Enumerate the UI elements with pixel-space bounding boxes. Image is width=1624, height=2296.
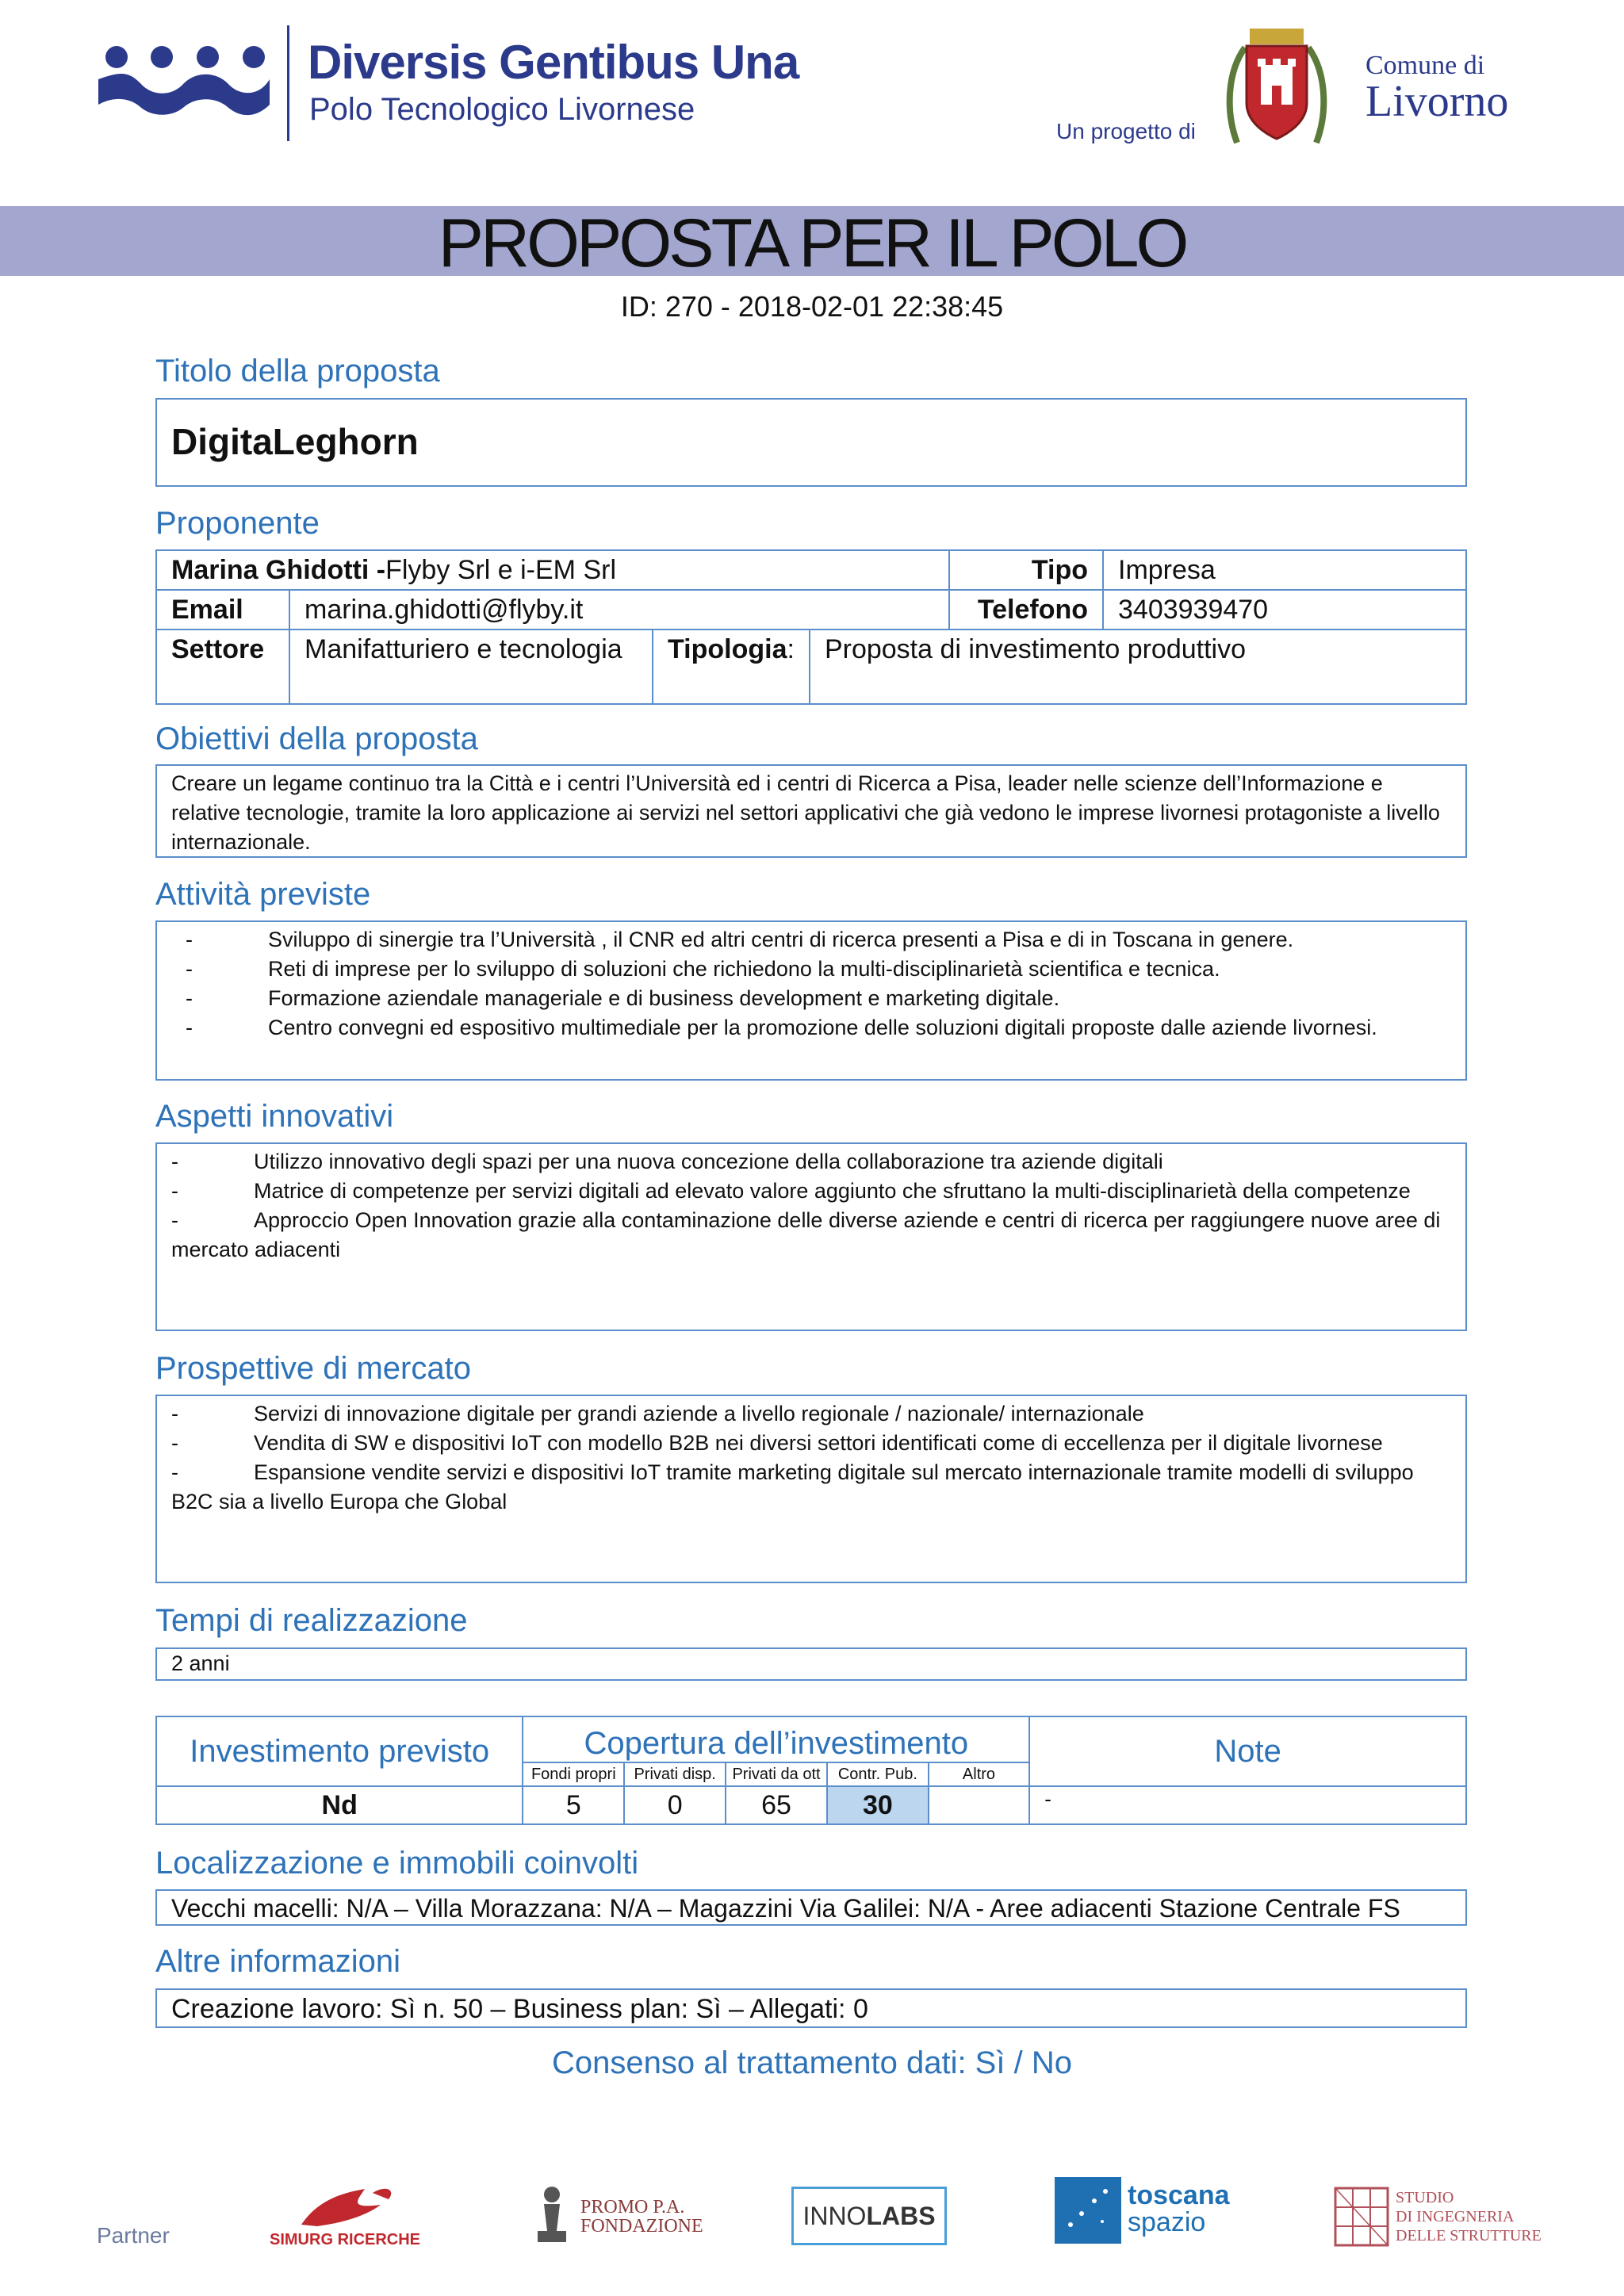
section-title-obiettivi: Obiettivi della proposta <box>155 721 478 756</box>
partner-label: Partner <box>97 2223 170 2248</box>
section-title-proponente: Proponente <box>155 506 320 541</box>
altre-box <box>155 1988 1467 2028</box>
list-dash: - <box>171 1208 178 1232</box>
proponente-name: Marina Ghidotti - <box>171 555 386 585</box>
email-value: marina.ghidotti@flyby.it <box>289 590 949 629</box>
tipologia-colon: : <box>787 634 795 664</box>
list-item: - Reti di imprese per lo sviluppo di soluzioni che richiedono la multi-disciplinarietà scientifica e tecnica. <box>186 957 1220 981</box>
simurg-line2: RICERCHE <box>337 2231 421 2248</box>
list-item-text: Vendita di SW e dispositivi IoT con modello B2B nei diversi settori identificati come di eccellenza per il digitale livornese <box>254 1431 1383 1455</box>
studio-line3: DELLE STRUTTURE <box>1396 2227 1542 2244</box>
page-title: PROPOSTA PER IL POLO <box>438 205 1186 281</box>
studio-line2: DI INGEGNERIA <box>1396 2208 1515 2225</box>
brand-title: Diversis Gentibus Una <box>308 36 799 89</box>
list-item <box>171 1147 1451 1177</box>
titolo-box <box>155 398 1467 487</box>
val-fondi-propri: 5 <box>523 1786 624 1824</box>
attivita-list <box>157 922 1465 1046</box>
list-item-text: Reti di imprese per lo sviluppo di soluzioni che richiedono la multi-disciplinarietà scientifica e tecnica. <box>268 957 1220 981</box>
tipologia-value: Proposta di investimento produttivo <box>810 629 1466 704</box>
attivita-box <box>155 920 1467 1081</box>
investimento-value: Nd <box>156 1786 523 1824</box>
tipologia-label-cell <box>653 629 810 704</box>
list-item-text: Utilizzo innovativo degli spazi per una nuova concezione della collaborazione tra aziende digitali <box>254 1150 1163 1173</box>
prospettive-box <box>155 1395 1467 1583</box>
list-item <box>171 1458 1451 1517</box>
telefono-value: 3403939470 <box>1103 590 1466 629</box>
obiettivi-text: Creare un legame continuo tra la Città e i centri l’Università ed i centri di Ricerca a Pisa, leader nelle scienze dell’Informazione e relative tecnologie, tramite la loro applicazione ai servizi nel settori applicativi che già vedono le imprese livornesi protagoniste a livello internazionale. <box>171 771 1440 854</box>
simurg-bird-icon <box>270 2185 428 2233</box>
col-privati-da-ott: Privati da ott <box>726 1762 827 1786</box>
chess-piece-icon <box>530 2183 574 2247</box>
note-value: - <box>1029 1786 1466 1824</box>
list-item-text: Matrice di competenze per servizi digitali ad elevato valore aggiunto che sfruttano la multi-disciplinarietà della competenze <box>254 1179 1411 1203</box>
simurg-line1: SIMURG <box>270 2231 333 2248</box>
comune-name: Livorno <box>1365 77 1509 126</box>
note-label: Note <box>1029 1716 1466 1786</box>
toscana-line1: toscana <box>1128 2180 1230 2210</box>
proponente-table <box>155 549 1467 705</box>
val-privati-disp: 0 <box>624 1786 726 1824</box>
list-item <box>171 1177 1451 1206</box>
tipo-label: Tipo <box>949 550 1103 590</box>
studio-line1: STUDIO <box>1396 2189 1454 2206</box>
toscana-spazio-logo <box>1055 2177 1237 2248</box>
aspetti-box <box>155 1142 1467 1331</box>
prospettive-list <box>157 1396 1465 1520</box>
list-item <box>171 1399 1451 1429</box>
section-title-prospettive: Prospettive di mercato <box>155 1351 471 1386</box>
brand-divider <box>287 25 289 141</box>
list-item <box>171 1429 1451 1458</box>
settore-label: Settore <box>156 629 289 704</box>
altre-value: Creazione lavoro: Sì n. 50 – Business plan: Sì – Allegati: 0 <box>171 1994 868 2024</box>
section-title-attivita: Attività previste <box>155 877 371 912</box>
list-item-text: Sviluppo di sinergie tra l’Università , il CNR ed altri centri di ricerca presenti a Pisa e di in Toscana in genere. <box>268 928 1294 951</box>
innolabs-logo <box>791 2187 947 2245</box>
val-contr-pub: 30 <box>827 1786 929 1824</box>
list-item-text: Servizi di innovazione digitale per grandi aziende a livello regionale / nazionale/ internazionale <box>254 1402 1144 1425</box>
val-altro <box>929 1786 1029 1824</box>
structure-grid-icon <box>1334 2187 1389 2247</box>
promopa-line1: PROMO P.A. <box>580 2197 685 2218</box>
list-item-text: Centro convegni ed espositivo multimediale per la promozione delle soluzioni digitali proposte dalle aziende livornesi. <box>268 1016 1377 1039</box>
list-item-text: Formazione aziendale manageriale e di business development e marketing digitale. <box>268 986 1060 1010</box>
list-item-text: Espansione vendite servizi e dispositivi IoT tramite marketing digitale sul mercato internazionale tramite modelli di sviluppo B2C sia a livello Europa che Global <box>171 1460 1414 1513</box>
promopa-line2: FONDAZIONE <box>580 2216 703 2237</box>
tipo-value: Impresa <box>1103 550 1466 590</box>
col-altro: Altro <box>929 1762 1029 1786</box>
list-dash: - <box>171 1460 178 1484</box>
localizzazione-box <box>155 1889 1467 1926</box>
investimento-label: Investimento previsto <box>156 1716 523 1786</box>
list-dash: - <box>171 1431 178 1455</box>
aspetti-list <box>157 1144 1465 1268</box>
section-title-aspetti: Aspetti innovativi <box>155 1099 394 1134</box>
investimento-table <box>155 1716 1467 1825</box>
list-item <box>171 1206 1451 1265</box>
diversis-logo-icon <box>97 40 271 127</box>
promopa-logo <box>530 2183 703 2255</box>
proponente-company: Flyby Srl e i-EM Srl <box>385 555 617 585</box>
consenso-line: Consenso al trattamento dati: Sì / No <box>552 2045 1072 2080</box>
livorno-crest-icon <box>1221 24 1332 151</box>
tipologia-label: Tipologia <box>668 634 787 664</box>
col-contr-pub: Contr. Pub. <box>827 1762 929 1786</box>
obiettivi-box <box>155 764 1467 858</box>
project-label: Un progetto di <box>1056 119 1196 144</box>
list-dash: - <box>171 1402 178 1425</box>
proposal-id: ID: 270 - 2018-02-01 22:38:45 <box>620 290 1004 323</box>
list-item: - Centro convegni ed espositivo multimediale per la promozione delle soluzioni digitali proposte dalle aziende livornesi. <box>186 1016 1377 1039</box>
list-item: - Sviluppo di sinergie tra l’Università , il CNR ed altri centri di ricerca presenti a Pisa e di in Toscana in genere. <box>186 928 1294 951</box>
section-title-altre: Altre informazioni <box>155 1944 401 1979</box>
telefono-label: Telefono <box>949 590 1103 629</box>
col-privati-disp: Privati disp. <box>624 1762 726 1786</box>
toscana-line2: spazio <box>1128 2207 1206 2237</box>
proposal-title: DigitaLeghorn <box>171 421 419 462</box>
studio-ingegneria-logo <box>1334 2187 1542 2250</box>
comune-label: Comune di <box>1365 51 1485 80</box>
list-item: - Formazione aziendale manageriale e di business development e marketing digitale. <box>186 986 1060 1010</box>
copertura-label: Copertura dell’investimento <box>523 1716 1029 1762</box>
val-privati-da-ott: 65 <box>726 1786 827 1824</box>
localizzazione-value: Vecchi macelli: N/A – Villa Morazzana: N/A – Magazzini Via Galilei: N/A - Aree adiacenti Stazione Centrale FS <box>171 1894 1400 1923</box>
col-fondi-propri: Fondi propri <box>523 1762 624 1786</box>
tempi-box <box>155 1647 1467 1681</box>
simurg-logo <box>270 2185 428 2256</box>
section-title-tempi: Tempi di realizzazione <box>155 1603 468 1638</box>
proponente-name-cell <box>156 550 949 590</box>
innolabs-line2: LABS <box>866 2202 936 2230</box>
tempi-value: 2 anni <box>171 1651 230 1675</box>
section-title-localizzazione: Localizzazione e immobili coinvolti <box>155 1846 639 1881</box>
stars-square-icon <box>1055 2177 1121 2244</box>
innolabs-line1: INNO <box>802 2202 867 2230</box>
settore-value: Manifatturiero e tecnologia <box>289 629 653 704</box>
list-item-text: Approccio Open Innovation grazie alla contaminazione delle diverse aziende e centri di ricerca per raggiungere nuove aree di mercato adiacenti <box>171 1208 1441 1261</box>
list-dash: - <box>171 1150 178 1173</box>
list-dash: - <box>171 1179 178 1203</box>
section-title-titolo: Titolo della proposta <box>155 354 440 388</box>
email-label: Email <box>156 590 289 629</box>
brand-subtitle: Polo Tecnologico Livornese <box>309 92 695 127</box>
